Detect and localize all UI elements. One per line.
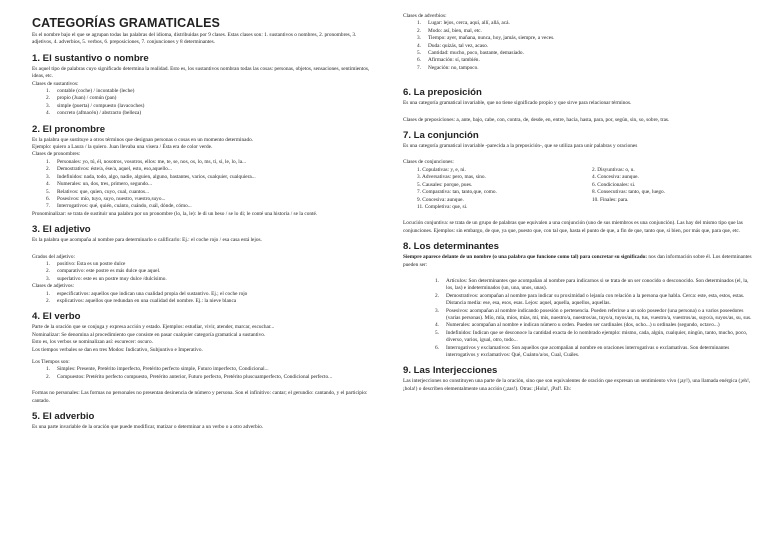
list-item: 3. Adversativas: pero, mas, sino.: [417, 174, 486, 181]
sustantivo-list-title: Clases de sustantivos:: [32, 80, 79, 87]
determinantes-lead-bold: Siempre aparece delante de un nombre (o una palabra que funcione como tal) para concretar su significado:: [403, 254, 648, 261]
list-item: 10. Finales: para.: [592, 196, 629, 203]
conjuncion-definition: Es una categoría gramatical invariable -parecida a la preposición-, que se utiliza para unir palabras y oraciones: [403, 143, 638, 150]
list-item: 5. Cantidad: mucho, poco, bastante, demasiado.: [417, 50, 524, 57]
list-item: 3. Indefinidos: nada, todo, algo, nadie, alguien, alguno, bastantes, varios, cualquier, cualquiera...: [46, 173, 256, 180]
list-item: 1. Personales: yo, tú, él, nosotros, vosotros, ellos: me, te, se, nos, os, lo, ms, ti, si, le, lo, la...: [46, 158, 247, 165]
verbo-tenses-title: Los Tiempos son:: [32, 359, 70, 365]
list-item: 2. Modo: así, bien, mal, etc.: [417, 27, 482, 34]
list-item: 11. Completiva: que, si.: [417, 203, 468, 210]
section-heading-conjuncion: 7. La conjunción: [403, 130, 479, 142]
document-title: CATEGORÍAS GRAMATICALES: [32, 16, 220, 30]
conjuncion-grid: [417, 167, 755, 211]
pronombre-example: Ejemplo: quiero a Laura / la quiero. Juan llevaba una visera / Ésta era de color verde.: [32, 144, 213, 151]
verbo-forms-note: Formas no personales: Las formas no personales no presentan desinencia de número y persona. Son el infinitivo: cantar; el gerundio: cantando, y el participio: cantado.: [32, 390, 368, 404]
list-item: 2. comparativo: este postre es más dulce que aquel.: [46, 268, 161, 275]
list-item: 3. superlativo: este es un postre muy dulce /dulcísimo.: [46, 275, 167, 282]
adverbio-definition: Es una parte invariable de la oración que puede modificar, matizar o determinar a un verbo o a otro adverbio.: [32, 424, 264, 431]
list-item: 6. Afirmación: sí, también.: [417, 57, 480, 64]
list-item: 4. Numerales: acompañan al nombre e indican número u orden. Pueden ser cardinales (dos, ocho...) u ordinales (segundo, octavo...): [435, 322, 720, 329]
list-item: 8. Consecutivas: tanto, que, luego.: [592, 189, 665, 196]
list-item: 1. contable (coche) / incontable (leche): [46, 88, 135, 95]
list-item: 1. especificativos: aquellos que indican una cualidad propia del sustantivo. Ej.; el coche rojo: [46, 290, 248, 297]
list-item: 4. Concesiva: aunque.: [592, 174, 639, 181]
adjetivo-grades-title: Grados del adjetivo:: [32, 253, 75, 260]
adjetivo-classes-list: [32, 291, 378, 306]
adverbios-list-title: Clases de adverbios:: [403, 13, 447, 19]
adjetivo-classes-title: Clases de adjetivos:: [32, 283, 75, 290]
verbo-modes: Los tiempos verbales se dan en tres Modos: Indicativo, Subjuntivo e Imperativo.: [32, 346, 203, 353]
list-item: 1. Artículos: Son determinantes que acompañan al nombre para indicarnos si se trata de un ser conocido o desconocido. Son determinados (el, la, los, las) e indeterminados (un, una, unos, unas).: [435, 277, 749, 292]
list-item: 4. concreto (afmacén) / abstracto (belleza): [46, 110, 142, 117]
list-item: [592, 204, 762, 211]
section-heading-sustantivo: 1. El sustantivo o nombre: [32, 52, 149, 64]
list-item: 7. Negación: no, tampoco.: [417, 64, 479, 71]
list-item: 1. Copulativas: y, e, ni.: [417, 166, 466, 173]
section-heading-preposicion: 6. La preposición: [403, 87, 482, 99]
conjuncion-list-title: Clases de conjunciones:: [403, 159, 454, 166]
list-item: 6. Condicionales: si.: [592, 181, 636, 188]
list-item: 9. Concesiva: aunque.: [417, 196, 464, 203]
list-item: 2. explicativos: aquellos que redundan en una cualidad del nombre. Ej.: la nieve blanca: [46, 297, 237, 304]
pronombre-lead: Es la palabra que sustituye a otros términos que designan personas o cosas en un momento determinado.: [32, 136, 254, 143]
list-item: 5. Causales: porque, pues.: [417, 181, 473, 188]
determinantes-lead-rest: nos dan información sobre él. Los determinantes pueden ser:: [403, 254, 752, 268]
list-item: 7. Interrogativos: qué, quién, cuánto, cuándo, cuál, dónde, cómo...: [46, 203, 192, 210]
list-item: 2. Compuestos: Pretérito perfecto compuesto, Pretérito anterior, Futuro perfecto, Pretérito pluscuamperfecto, Condicional perfecto...: [46, 373, 333, 380]
list-item: 3. simple (puerta) / compuesto (lavacoches): [46, 102, 145, 109]
sustantivo-definition: Es aquel tipo de palabras cuyo significado determina la realidad. Esto es, los sustantivos nombran todas las cosas: personas, objetos, sensaciones, sentimientos, ideas, etc.: [32, 65, 370, 80]
pronombre-list-title: Clases de pronombres:: [32, 151, 81, 158]
right-column: [403, 0, 755, 393]
left-column: [32, 0, 378, 431]
list-item: 3. Tiempo: ayer, mañana, nunca, hoy, jamás, siempre, a veces.: [417, 35, 555, 42]
determinantes-lead: [403, 254, 755, 269]
list-item: 5. Relativos: que, quien, cuyo, cual, cuantos...: [46, 188, 150, 195]
adjetivo-grades-list: [32, 261, 378, 283]
determinantes-list: [403, 278, 755, 359]
list-item: 4. Duda: quizás, tal vez, acaso.: [417, 42, 489, 49]
pronominalizar-note: Pronominalizar: se trata de sustituir una palabra por un pronombre (lo, la, le): le di un beso / se lo di; le conté una historia / se la conté.: [32, 210, 318, 217]
section-heading-adjetivo: 3. El adjetivo: [32, 224, 91, 236]
list-item: 2. Demostrativos: acompañan al nombre para indicar su proximidad o lejanía con relación a la persona que habla. Cerca: este, esta, estos, estas. Distancia media: ese, esa, esos, esas. Lejos: aquel, aquella, aquellos, aquellas.: [435, 292, 745, 307]
list-item: 7. Comparativa: tan, tanto,que, como.: [417, 189, 497, 196]
list-item: 1. Simples: Presente, Pretérito imperfecto, Pretérito perfecto simple, Futuro imperfecto, Condicional...: [46, 366, 269, 373]
list-item: 6. Interrogativos y exclamativos: Son aquellos que acompañan al nombre en oraciones interrogativas o exclamativas. Son determinantes interrogativos y exclamativos: Qué, Cuánto/a/os, Cual, Cuáles.: [435, 344, 730, 358]
locucion-conjuntiva: Locución conjuntiva: se trata de un grupo de palabras que equivalen a una conjunción (uno de sus miembros es una conjunción). Las hay del mismo tipo que las conjunciones. Ejemplos: sin embargo, de que, ya que, puesto que, con tal que, hasta el punto de que, a fin de que, tanto que, si bien, por más que, para que, etc.: [403, 220, 743, 234]
section-heading-verbo: 4. El verbo: [32, 311, 81, 323]
adjetivo-definition: Es la palabra que acompaña al nombre para determinarlo o calificarlo: Ej.: el coche rojo / esa casa está lejos.: [32, 237, 262, 244]
sustantivo-list: [32, 88, 378, 118]
list-item: 1. positivo: Esta es un postre dulce: [46, 260, 126, 267]
interjecciones-definition: Las interjecciones no constituyen una parte de la oración, sino que son equivalentes de oración que expresan un sentimiento vivo (¡ay!), una llamada enérgica (¡eh!, ¡hola!) o describen elementalmente una acción (¡zas!). Otras: ¡Hola!, ¡Paf!. Eh:: [403, 378, 751, 392]
list-item: 2. Demostrativos: éste/a, ése/a, aquel, esto, eso,aquello...: [46, 166, 172, 173]
adverbios-list: [403, 20, 755, 72]
list-item: 5. Indefinidos: Indican que se desconoce la cantidad exacta de lo nombrado ejemplo: mismo, cada, algún, cualquier, ningún, tanto, mucho, poco, diverso, varios, igual, otro, todo...: [435, 329, 748, 344]
section-heading-pronombre: 2. El pronombre: [32, 123, 106, 135]
verbo-tenses-list: [32, 366, 378, 381]
list-item: 6. Posesivos: mío, tuyo, suyo, nuestro, vuestro,suyo...: [46, 195, 166, 202]
list-item: 2. Disyuntivas: o, u.: [592, 166, 635, 173]
list-item: 4. Numerales: un, dos, tres, primero, segundo...: [46, 181, 153, 188]
verbo-nominalizar: Nominalizar: Se denomina al procedimiento que consiste en pasar cualquier categoría gramatical a sustantivo.: [32, 331, 266, 338]
verbo-example: Esto es, los verbos se nominalizan así: escurecer: oscuro.: [32, 339, 153, 346]
preposicion-definition: Es una categoría gramatical invariable, que no tiene significado propio y que sirve para relacionar términos.: [403, 100, 632, 107]
section-heading-determinantes: 8. Los determinantes: [403, 241, 499, 253]
section-heading-interjecciones: 9. Las Interjecciones: [403, 365, 498, 377]
verbo-definition: Parte de la oración que se conjuga y expresa acción y estado. Ejemplos: estudiar, vivir, atender, marcar, escuchar...: [32, 324, 275, 331]
list-item: 3. Posesivos: acompañan al nombre indicando posesión o pertenencia. Pueden referirse a un solo poseedor (una persona) o a varios poseedores (varias personas). Mío, mía, míos, mías, mi, mis, nuestro/a, nuestros/as, tuyo/a, tuyos/as, tu, tus, vuestro/a, vuestros/as, suyo/a, suyos/as, su, sus.: [435, 307, 752, 321]
list-item: 1. Lugar: lejos, cerca, aquí, allí, allá, acá.: [417, 20, 510, 27]
list-item: 2. propio (Juan) / común (pan): [46, 95, 117, 102]
section-heading-adverbio: 5. El adverbio: [32, 411, 95, 423]
pronombre-list: [32, 159, 378, 211]
intro-paragraph: Es el nombre bajo el que se agrupan todas las palabras del idioma, distribuidas por 9 clases. Estas clases son: 1. sustantivos o nombres, 2. pronombres, 3. adjetivos, 4. adverbios, 5. verbos, 6. preposiciones, 7. conjunciones y 8 determinantes.: [32, 32, 357, 46]
preposicion-list: Clases de preposiciones: a, ante, bajo, cabe, con, contra, de, desde, en, entre, hacia, hasta, para, por, según, sin, so, sobre, tras.: [403, 116, 670, 123]
